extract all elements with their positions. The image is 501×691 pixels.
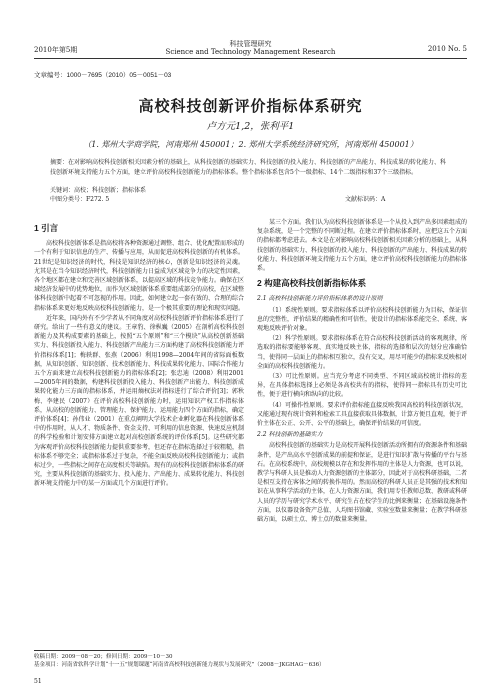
paragraph: （4）可操作性原则。要求评价指标能直接反映我国高校的科技创新状况，又能通过现有统计资料和检索工具直接获取具体数据，计算方便且直观，便于评价主体在公正、公开、公平的基础上，确保评价结果的可信度。: [257, 401, 468, 428]
abstract: 摘要：在对影响高校科技创新相关因素分析的基础上，从科技创新的基础实力、科技创新的投入能力、科技创新的产出能力、科技成果的转化能力、科技创新环境支持能力五个方面，建立评价高校科技创新能力的指标体系。整个指标体系包含5个一级指标、14个二级指标和37个三级指标。: [50, 159, 447, 176]
document-code: 文献标识码：A: [345, 196, 386, 203]
subsection-heading: 2.1 高校科技创新能力评价指标体系的设计原则: [257, 295, 383, 303]
left-column: [34, 218, 244, 490]
paragraph: （1）系统性原则。要求指标体系以评价高校科技创新能力为目标，保证信息的完整性，评价结果的精确性和可信性，使设计的指标体系能完全、系统、客观地反映评价对象。: [257, 306, 468, 333]
section-heading: 2 构建高校科技创新指标体系: [257, 278, 367, 289]
paragraph: 近年来，国内外有不少学者从不同角度对高校科技创新评价指标体系进行了研究。给出了一些有意义的建议。王章豹、徐枞巍（2005）在剖析高校科技创新能力及其构成要素的基础上，按照“五个原则”和“三个模块”从高校创新基础实力、科技创新投入能力、科技创新产出能力三方面构建了高校科技创新能力评价指标体系[1]；梅轶群、张燕（2006）利用1998—2004年间的省际面板数据，从知识创新、知识创新、技术创新能力、科技成果转化能力、国际合作能力五个方面来建立高校科技创新能力的指标体系[2]；张忠迪（2008）利用2001—2005年间的数据，构建科技创新投入能力、科技创新产出能力、科技创新成果转化能力三方面的指标体系，并运用熵权法对指标进行了综合评价[3]；郭秋梅、李建民（2007）在评价高校科技创新能力时，运用知识产权工作指标体系，从高校的创新能力、管理能力、保护能力、运用能力四个方面的指标，确定评价体系[4]；孙伟业（2001）在重点阐明大学技术企业孵化器在科技创新体系中的作用时，从人才、物质条件、资金支持、可利用的信息资源、快速反应机制的科学检验和计划安排方面建立起对高校创新系统的评价体系[5]。这些研究都为客观评价高校科技创新能力提供重要参考，但还存在指标选择过于较粗糙，指标体系不够完全；或指标体系过于复杂，不能全面反映高校科技创新能力；或指标过少，一些指标之间存在高度相关等缺陷。现有的高校科技创新指标体系的研究，主要从科技创新的基础实力、投入能力、产出能力、成果转化能力、科技创新环境支持能力中的某一方面或几个方面进行评价。: [34, 314, 245, 488]
subsection-heading: 2.2 科技创新的基础实力: [257, 431, 323, 439]
issue-en: 2010 No. 5: [427, 45, 467, 53]
authors: 卢方元1,2，张利平1: [206, 121, 295, 132]
keywords: 关键词：高校；科技创新；指标体系: [50, 187, 147, 194]
paragraph: 某三个方面。我们认为高校科技创新体系是一个从投入到产出多因素组成的复杂系统，是一个完整的不同断过程。在建立评价指标体系时，应把这五个方面的指标都考虑进去。本文是在对影响高校科技创新相关因素分析的基础上，从科技创新的基础实力、科技创新的投入能力、科技创新的产出能力、科技成果的转化能力、科技创新环境支持能力五个方面，建立评价高校科技创新能力的指标体系。: [257, 219, 468, 273]
journal-en: Science and Technology Management Research: [165, 48, 336, 56]
meta-block: [50, 186, 451, 204]
affiliation: （1. 郑州大学商学院，河南郑州 450001；2. 郑州大学系统经济研究所，河南郑州 450001）: [83, 140, 418, 149]
paragraph: 高校科技创新的基础实力是高校开展科技创新活动所拥有的资源条件和基础条件，是产出高水平创新成果的前提和保证，是进行知识扩散与传播的平台与基石。在高校系统中，高校规模以存在和发挥作用的主体是人力资源，也可以说，教学与科研人员是推动人力资源创新的主体部分，因此对于高校科研基础，二者是相互支持在客体之间的转换作用的。然而高校的科研人员正是其强的技术和知识在从事科学活动的主体，在人力资源方面，我们用专任教师总数、教研或科研人员的学历与研究学术水平、研究生占在校学生的比例来衡量；在基础设施条件方面，以仪器设备资产总值、人均图书馆藏、实验室数量来衡量；在教学科研基础方面，以硕士点、博士点的数量来衡量。: [257, 442, 468, 524]
paragraph: （2）科学性原则。要求指标体系在符合高校科技创新活动的客观规律，所选取的指标要能够客观、真实地反映主体，指标的选择和层次的划分应准确恰当，使得同一层面上的指标相互独立，没有交叉，用尽可能少的指标来反映相对全面的高校科技创新能力。: [257, 335, 468, 370]
issue-cn: 2010年第5期: [34, 46, 78, 54]
paragraph: （3）可比性原则。应当充分考虑不同类型、不同区域高校统计指标的差异，在具体指标选择上必须是各高校共有的指标，使得同一指标具有历史可比性，便于进行横向和纵向的比较。: [257, 373, 467, 399]
fund-info: 基金项目：河南省软科学计划“十一五”规划课题“河南省高校科技创新能力现状与发展研究”（2008－JKGHAG－636）: [34, 662, 325, 668]
running-header: [34, 40, 467, 56]
article-number: 文章编号：1000－7695（2010）05－0051－03: [34, 72, 172, 79]
page-number: 51: [34, 678, 42, 685]
footnote-rule: [34, 650, 144, 651]
header-rule: [34, 58, 467, 59]
paper-title: 高校科技创新评价指标体系研究: [138, 97, 363, 115]
journal-name: [34, 40, 467, 56]
section-heading: 1 引言: [34, 223, 59, 233]
paragraph: 高校科技创新体系是指高校将各种资源通过调整、组合、优化配置而形成的一个有利于知识信息的生产、传播与应用，从而促进高校科技创新的有机体系。21世纪是知识经济的时代，科技是知识经济的核心，创新是知识经济的灵魂。尤其是在当今知识经济时代，科技创新能力日益成为区域竞争力的决定性因素，各个地区都在建立和完善区域创新体系，以提高区域的科技竞争能力。确保在区域经济发展中的优势地位，而作为区域创新体系重要组成部分的高校，在区域整体科技创新中起着不可忽视的作用。因此，如何建立起一套有效的、合理的综合指标体系来更好地反映高校科技创新能力，是一个极其重要的理论和现实问题。: [34, 240, 245, 312]
received-date: 收稿日期：2009－08－20；修回日期：2009－10－30: [34, 654, 173, 660]
footnote: [34, 653, 467, 669]
right-column: [257, 218, 467, 525]
journal-cn: 科技管理研究: [229, 40, 272, 48]
clc-number: 中图分类号：F272. 5: [50, 196, 110, 203]
meta-row: [50, 195, 451, 204]
